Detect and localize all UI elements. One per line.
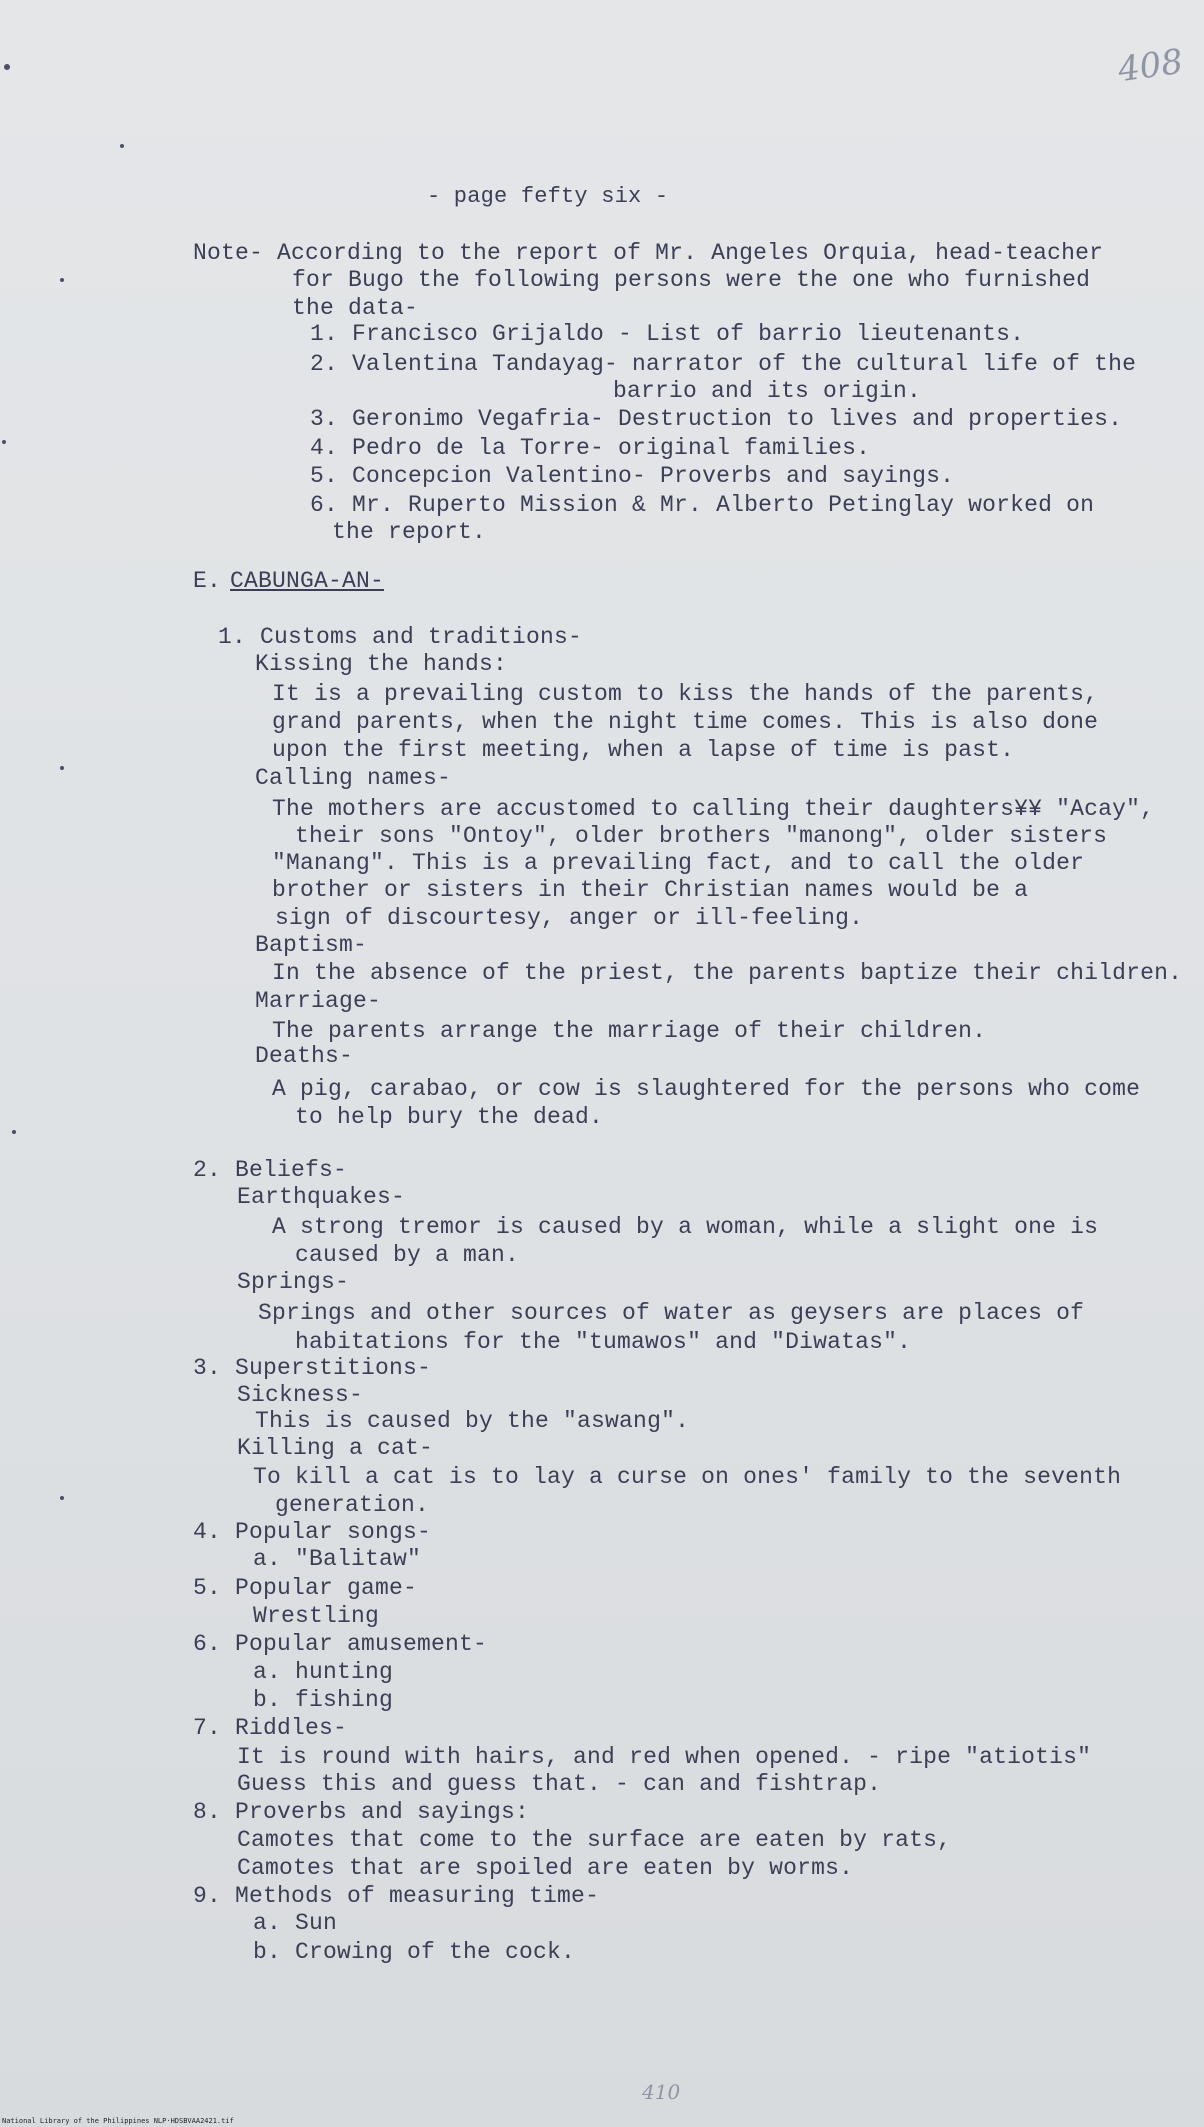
note-line: Note- According to the report of Mr. Angeles Orquia, head-teacher [193, 240, 1104, 266]
body-line: "Manang". This is a prevailing fact, and to call the older [272, 850, 1085, 876]
note-item: 5. Concepcion Valentino- Proverbs and sayings. [310, 463, 955, 489]
body-line: Marriage- [255, 988, 382, 1014]
body-line: b. Crowing of the cock. [253, 1939, 576, 1965]
note-item: barrio and its origin. [613, 378, 922, 404]
body-line: grand parents, when the night time comes. This is also done [272, 709, 1099, 735]
body-line: Camotes that are spoiled are eaten by worms. [237, 1855, 854, 1881]
note-item: the report. [332, 519, 487, 545]
section-letter: E. [193, 568, 222, 594]
handwritten-bottom-number: 410 [642, 2080, 681, 2104]
body-line: To kill a cat is to lay a curse on ones' family to the seventh [253, 1464, 1122, 1490]
body-line: Baptism- [255, 932, 368, 958]
body-line: 2. Beliefs- [193, 1157, 348, 1183]
body-line: A strong tremor is caused by a woman, while a slight one is [272, 1214, 1099, 1240]
body-line: 9. Methods of measuring time- [193, 1883, 600, 1909]
note-item: 1. Francisco Grijaldo - List of barrio lieutenants. [310, 321, 1025, 347]
section-heading: CABUNGA-AN- [230, 568, 385, 594]
body-line: Wrestling [253, 1603, 380, 1629]
body-line: Sickness- [237, 1382, 364, 1408]
body-line: 3. Superstitions- [193, 1355, 432, 1381]
body-line: caused by a man. [295, 1242, 520, 1268]
body-line: It is a prevailing custom to kiss the hands of the parents, [272, 681, 1099, 707]
body-line: This is caused by the "aswang". [255, 1408, 690, 1434]
note-line: for Bugo the following persons were the one who furnished [292, 267, 1091, 293]
body-line: generation. [275, 1492, 430, 1518]
body-line: Deaths- [255, 1043, 354, 1069]
body-line: Killing a cat- [237, 1435, 434, 1461]
body-line: In the absence of the priest, the parents baptize their children. [272, 960, 1183, 986]
body-line: The parents arrange the marriage of their children. [272, 1018, 987, 1044]
body-line: It is round with hairs, and red when opened. - ripe "atiotis" [237, 1744, 1092, 1770]
margin-mark [60, 278, 64, 282]
body-line: 7. Riddles- [193, 1715, 348, 1741]
body-line: Springs- [237, 1269, 350, 1295]
margin-mark [2, 440, 6, 444]
body-line: 5. Popular game- [193, 1575, 418, 1601]
body-line: 4. Popular songs- [193, 1519, 432, 1545]
margin-mark [12, 1130, 16, 1134]
handwritten-page-number: 408 [1115, 41, 1186, 91]
body-line: Earthquakes- [237, 1184, 406, 1210]
body-line: habitations for the "tumawos" and "Diwatas". [295, 1329, 912, 1355]
body-line: Camotes that come to the surface are eaten by rats, [237, 1827, 952, 1853]
body-line: 1. Customs and traditions- [218, 624, 583, 650]
note-line: the data- [292, 295, 419, 321]
note-item: 2. Valentina Tandayag- narrator of the cultural life of the [310, 351, 1137, 377]
body-line: The mothers are accustomed to calling their daughters¥¥ "Acay", [272, 796, 1155, 822]
body-line: a. Sun [253, 1910, 338, 1936]
body-line: their sons "Ontoy", older brothers "manong", older sisters [295, 823, 1108, 849]
body-line: 8. Proverbs and sayings: [193, 1799, 530, 1825]
note-item: 4. Pedro de la Torre- original families. [310, 435, 871, 461]
body-line: Kissing the hands: [255, 651, 508, 677]
body-line: b. fishing [253, 1687, 394, 1713]
body-line: Guess this and guess that. - can and fishtrap. [237, 1771, 882, 1797]
body-line: Springs and other sources of water as geysers are places of [258, 1300, 1085, 1326]
body-line: sign of discourtesy, anger or ill-feeling. [275, 905, 864, 931]
margin-mark [60, 766, 64, 770]
margin-mark [4, 64, 10, 70]
body-line: 6. Popular amusement- [193, 1631, 488, 1657]
body-line: to help bury the dead. [295, 1104, 604, 1130]
body-line: Calling names- [255, 765, 452, 791]
page-header: - page fefty six - [427, 184, 669, 209]
note-item: 3. Geronimo Vegafria- Destruction to lives and properties. [310, 406, 1123, 432]
body-line: A pig, carabao, or cow is slaughtered for the persons who come [272, 1076, 1141, 1102]
note-item: 6. Mr. Ruperto Mission & Mr. Alberto Petinglay worked on [310, 492, 1095, 518]
body-line: a. "Balitaw" [253, 1546, 422, 1572]
body-line: a. hunting [253, 1659, 394, 1685]
body-line: upon the first meeting, when a lapse of time is past. [272, 737, 1015, 763]
scan-caption: National Library of the Philippines NLP·HDSBVAA2421.tif [2, 2117, 234, 2125]
margin-mark [120, 144, 124, 148]
margin-mark [60, 1496, 64, 1500]
body-line: brother or sisters in their Christian names would be a [272, 877, 1029, 903]
